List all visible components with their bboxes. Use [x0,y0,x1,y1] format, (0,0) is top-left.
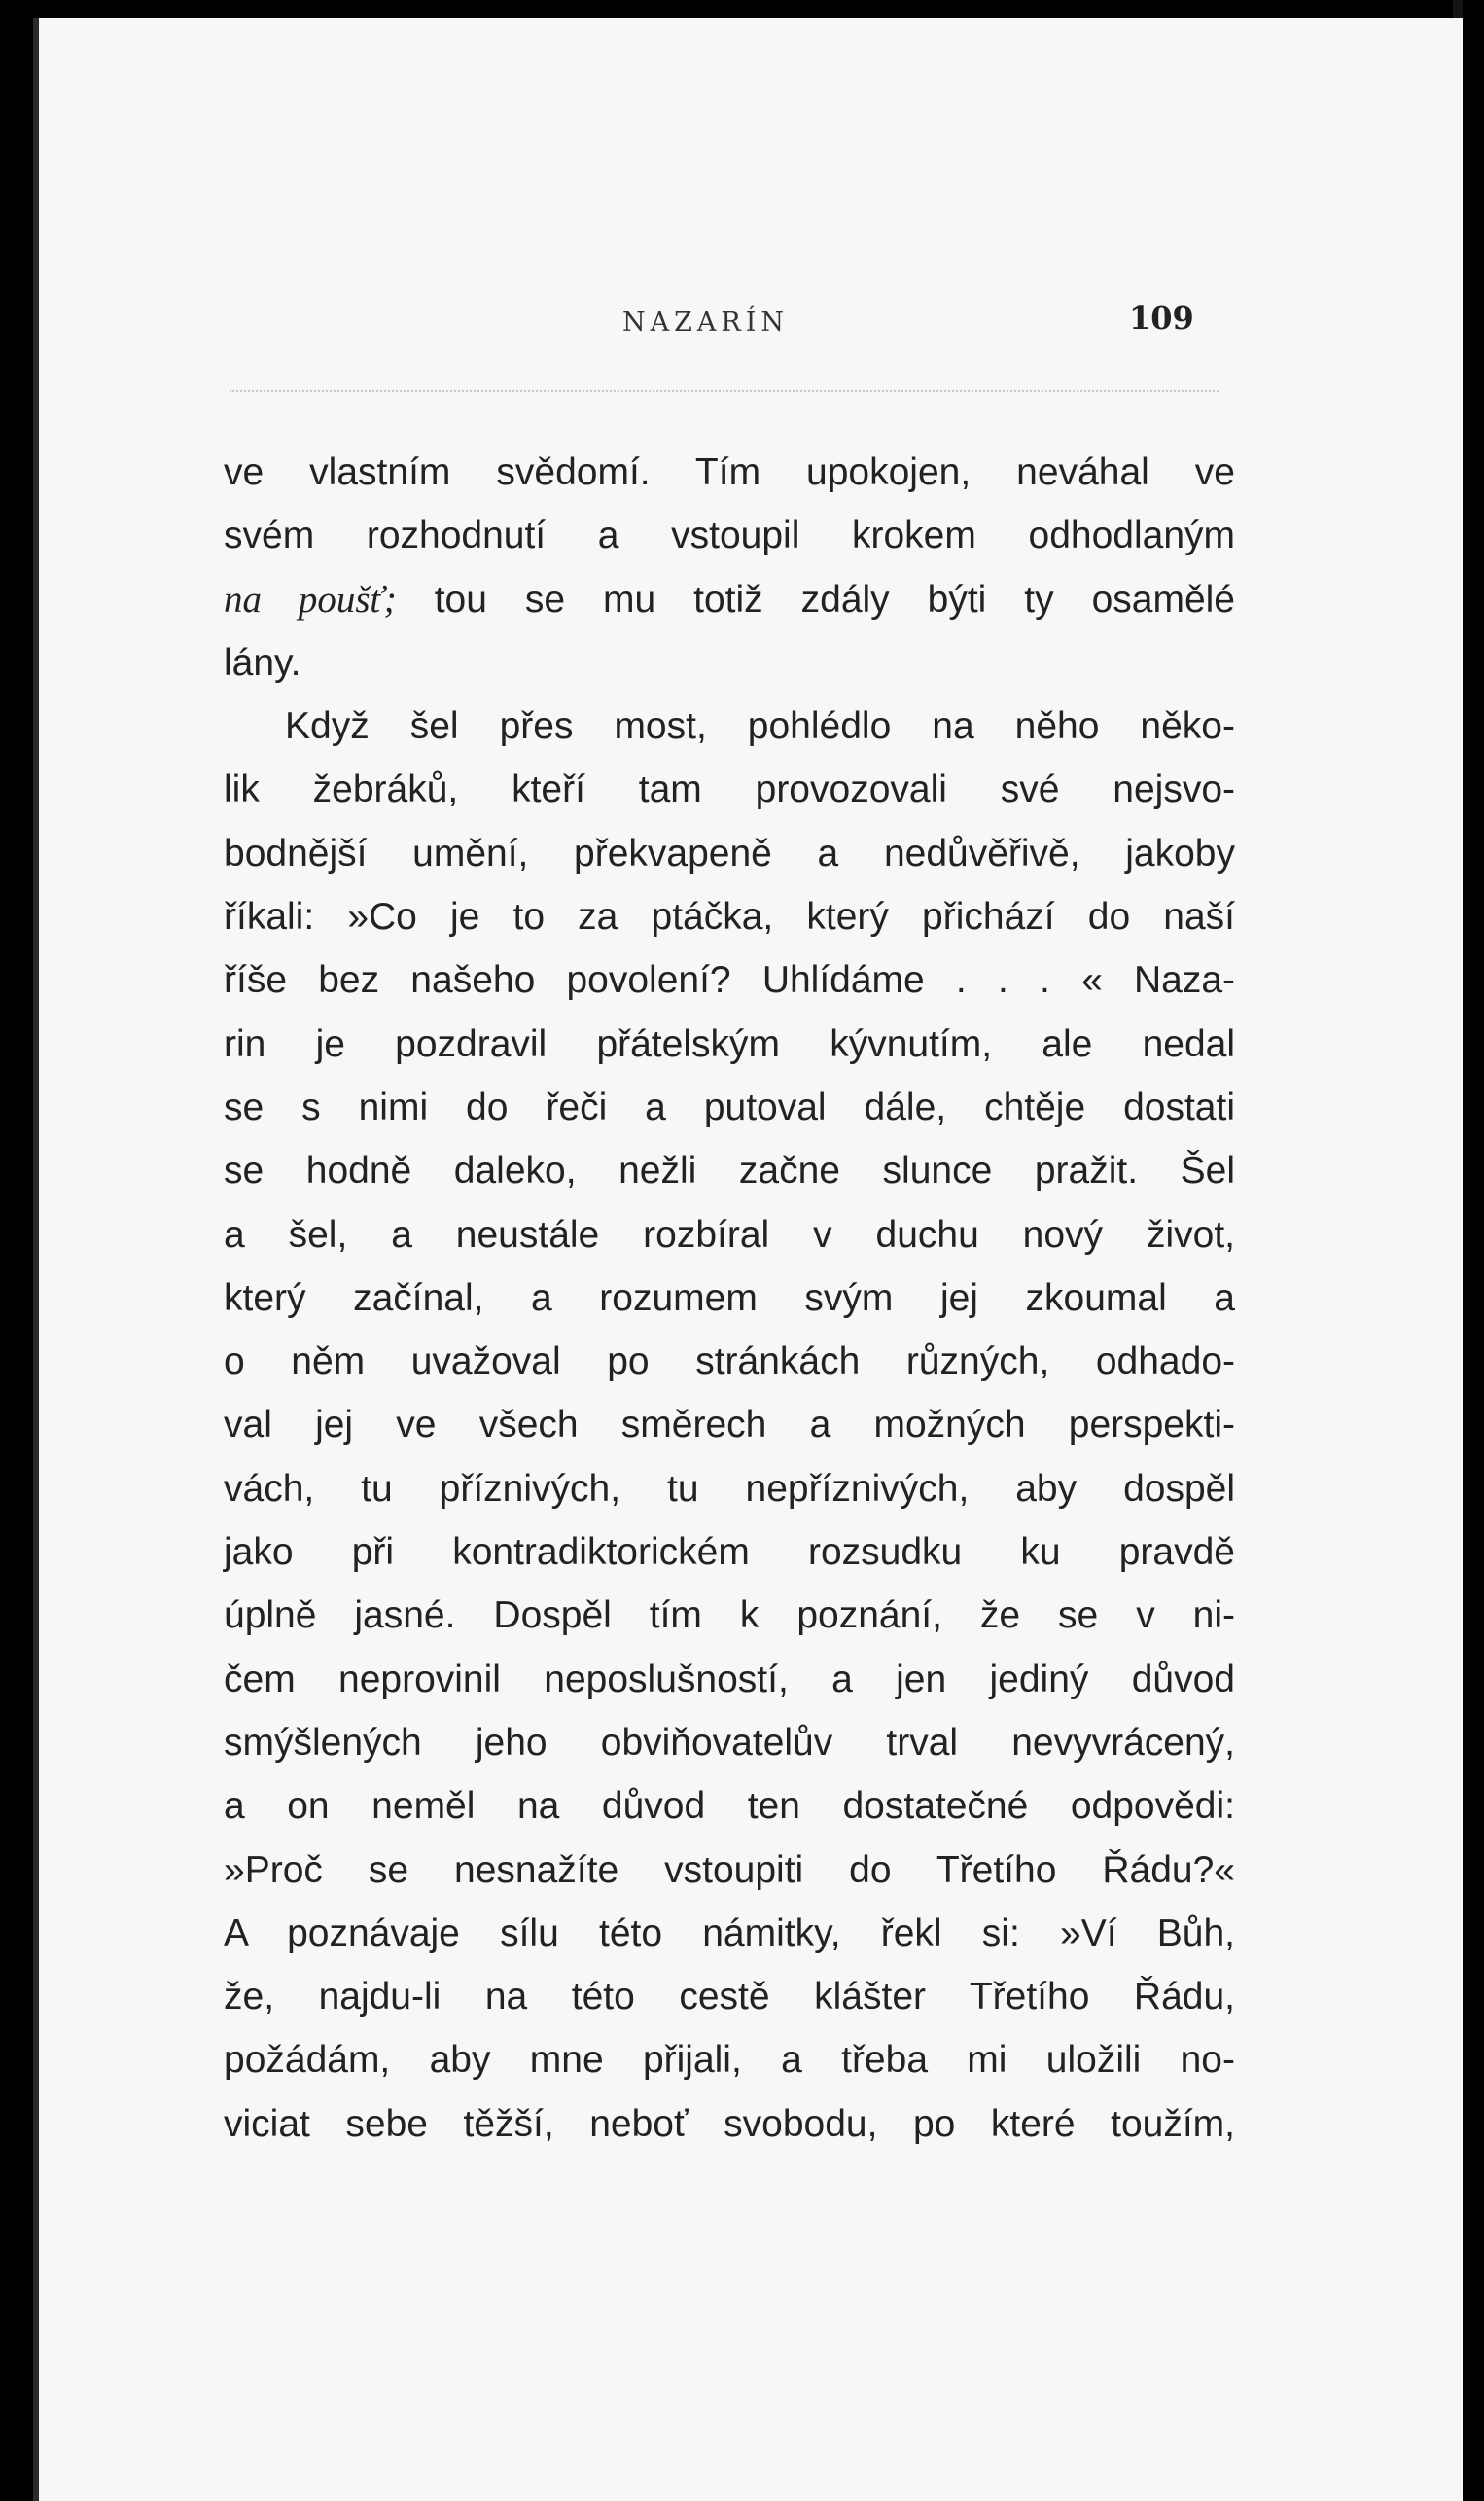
text-line: vách, tu příznivých, tu nepříznivých, aby dospěl [224,1467,1235,1510]
text-line: se s nimi do řeči a putoval dále, chtěje dostati [224,1086,1235,1128]
book-page [39,18,1463,2501]
text-line: požádám, aby mne přijali, a třeba mi uložili no- [224,2039,1235,2082]
emphasized-phrase: na poušť; [224,578,397,621]
text-line: který začínal, a rozumem svým jej zkoumal a [224,1276,1235,1319]
text-line: bodnější umění, překvapeně a nedůvěřivě, jakoby [224,832,1235,875]
body-text [224,441,1235,2156]
text-line: a šel, a neustále rozbíral v duchu nový život, [224,1213,1235,1256]
paragraph-first-line: Když šel přes most, pohlédlo na něho něko- [285,705,1235,748]
page-header [39,300,1463,358]
text-line: smýšlených jeho obviňovatelův trval nevyvrácený, [224,1721,1235,1764]
text-line: lik žebráků, kteří tam provozovali své nejsvo- [224,768,1235,811]
text-line: říkali: »Co je to za ptáčka, který přichází do naší [224,896,1235,939]
text-line: a on neměl na důvod ten dostatečné odpovědi: [224,1785,1235,1828]
text-line: viciat sebe těžší, neboť svobodu, po které toužím, [224,2102,1235,2145]
text-line: lány. [224,641,301,684]
text-line: čem neprovinil neposlušností, a jen jediný důvod [224,1658,1235,1700]
running-title: NAZARÍN [622,307,790,338]
header-rule [230,390,1219,392]
text-line: »Proč se nesnažíte vstoupiti do Třetího Řádu?« [224,1848,1235,1891]
text-line: jako při kontradiktorickém rozsudku ku pravdě [224,1531,1235,1574]
text-line: říše bez našeho povolení? Uhlídáme . . . « Naza- [224,959,1235,1002]
text-line: se hodně daleko, nežli začne slunce pražit. Šel [224,1150,1235,1193]
text-line: že, najdu-li na této cestě klášter Třetího Řádu, [224,1976,1235,2019]
text-line: rin je pozdravil přátelským kývnutím, ale nedal [224,1022,1235,1065]
text-line: val jej ve všech směrech a možných perspekti- [224,1404,1235,1447]
page-number: 109 [1129,300,1194,337]
text-line: svém rozhodnutí a vstoupil krokem odhodlaným [224,515,1235,557]
text-line: ve vlastním svědomí. Tím upokojen, neváhal ve [224,451,1235,493]
text-line: úplně jasné. Dospěl tím k poznání, že se v ni- [224,1594,1235,1637]
text-line: A poznávaje sílu této námitky, řekl si: »Ví Bůh, [224,1911,1235,1954]
text-line [224,568,1235,631]
text-line-rest: tou se mu totiž zdály býti ty osamělé [396,578,1235,621]
text-line: o něm uvažoval po stránkách různých, odhado- [224,1340,1235,1383]
